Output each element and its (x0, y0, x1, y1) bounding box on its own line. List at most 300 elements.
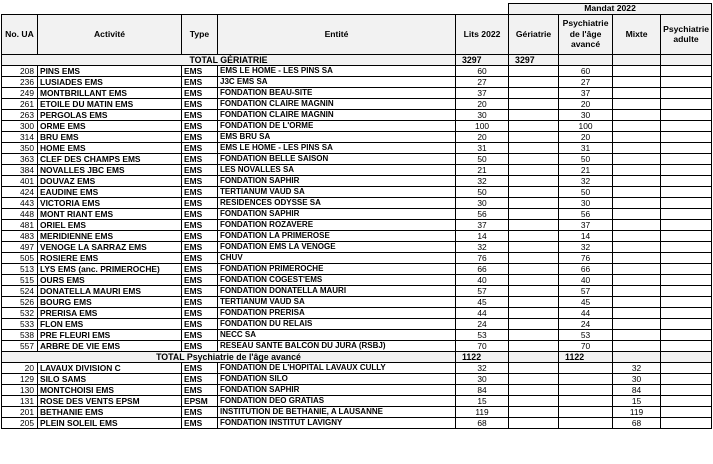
total-psy-age: 1122 (559, 351, 613, 362)
cell-psy-age: 40 (559, 274, 613, 285)
col-header-activite: Activité (38, 14, 182, 54)
cell-activite: ROSE DES VENTS EPSM (38, 395, 182, 406)
cell-mixte (613, 153, 661, 164)
total-row (2, 351, 712, 362)
total-mixte (613, 54, 661, 65)
cell-type: EMS (182, 120, 218, 131)
table-row (2, 164, 712, 175)
table-row (2, 131, 712, 142)
cell-no-ua: 314 (2, 131, 38, 142)
cell-geriatrie (509, 417, 559, 428)
total-label: TOTAL GÉRIATRIE (2, 54, 456, 65)
cell-activite: MONT RIANT EMS (38, 208, 182, 219)
cell-geriatrie (509, 87, 559, 98)
cell-entite: FONDATION CLAIRE MAGNIN (218, 109, 456, 120)
cell-geriatrie (509, 65, 559, 76)
cell-mixte (613, 263, 661, 274)
cell-psy-adulte (661, 120, 712, 131)
cell-mixte: 68 (613, 417, 661, 428)
cell-mixte (613, 65, 661, 76)
cell-type: EMS (182, 87, 218, 98)
table-row (2, 329, 712, 340)
cell-lits: 40 (456, 274, 509, 285)
cell-psy-adulte (661, 329, 712, 340)
cell-mixte (613, 274, 661, 285)
cell-lits: 50 (456, 153, 509, 164)
cell-psy-age: 56 (559, 208, 613, 219)
cell-activite: MONTBRILLANT EMS (38, 87, 182, 98)
cell-entite: INSTITUTION DE BETHANIE, A LAUSANNE (218, 406, 456, 417)
cell-entite: FONDATION SAPHIR (218, 384, 456, 395)
cell-type: EMS (182, 263, 218, 274)
cell-lits: 50 (456, 186, 509, 197)
cell-lits: 30 (456, 109, 509, 120)
cell-psy-age (559, 373, 613, 384)
cell-psy-age: 30 (559, 197, 613, 208)
cell-geriatrie (509, 175, 559, 186)
cell-psy-age (559, 406, 613, 417)
cell-psy-age: 37 (559, 87, 613, 98)
cell-lits: 37 (456, 219, 509, 230)
cell-activite: LYS EMS (anc. PRIMEROCHE) (38, 263, 182, 274)
cell-type: EMS (182, 131, 218, 142)
cell-activite: VICTORIA EMS (38, 197, 182, 208)
cell-entite: EMS LE HOME - LES PINS SA (218, 142, 456, 153)
total-mixte (613, 351, 661, 362)
cell-geriatrie (509, 329, 559, 340)
cell-type: EMS (182, 186, 218, 197)
cell-entite: FONDATION PRERISA (218, 307, 456, 318)
cell-activite: MONTCHOISI EMS (38, 384, 182, 395)
cell-mixte: 32 (613, 362, 661, 373)
cell-type: EMS (182, 307, 218, 318)
cell-geriatrie (509, 230, 559, 241)
table-row (2, 406, 712, 417)
cell-mixte (613, 252, 661, 263)
cell-psy-adulte (661, 384, 712, 395)
total-psy-age (559, 54, 613, 65)
table-row (2, 362, 712, 373)
cell-mixte (613, 219, 661, 230)
cell-psy-adulte (661, 186, 712, 197)
cell-psy-age: 57 (559, 285, 613, 296)
cell-geriatrie (509, 241, 559, 252)
cell-no-ua: 532 (2, 307, 38, 318)
cell-psy-age: 50 (559, 186, 613, 197)
cell-no-ua: 131 (2, 395, 38, 406)
cell-psy-age: 20 (559, 98, 613, 109)
cell-psy-age: 50 (559, 153, 613, 164)
cell-lits: 60 (456, 65, 509, 76)
cell-psy-adulte (661, 318, 712, 329)
cell-activite: BRU EMS (38, 131, 182, 142)
table-row (2, 186, 712, 197)
cell-psy-age: 14 (559, 230, 613, 241)
table-row (2, 417, 712, 428)
cell-no-ua: 481 (2, 219, 38, 230)
cell-entite: FONDATION DE L'ORME (218, 120, 456, 131)
cell-no-ua: 129 (2, 373, 38, 384)
total-geriatrie (509, 351, 559, 362)
col-header-lits: Lits 2022 (456, 14, 509, 54)
cell-psy-age: 76 (559, 252, 613, 263)
cell-geriatrie (509, 120, 559, 131)
cell-lits: 20 (456, 98, 509, 109)
cell-type: EMS (182, 373, 218, 384)
cell-lits: 66 (456, 263, 509, 274)
cell-mixte (613, 131, 661, 142)
cell-activite: PRERISA EMS (38, 307, 182, 318)
cell-psy-adulte (661, 263, 712, 274)
cell-geriatrie (509, 296, 559, 307)
cell-psy-age: 32 (559, 175, 613, 186)
cell-activite: DONATELLA MAURI EMS (38, 285, 182, 296)
col-header-psy-adulte: Psychiatrie adulte (661, 14, 712, 54)
cell-activite: PLEIN SOLEIL EMS (38, 417, 182, 428)
cell-no-ua: 443 (2, 197, 38, 208)
cell-type: EMS (182, 362, 218, 373)
cell-no-ua: 236 (2, 76, 38, 87)
cell-mixte (613, 230, 661, 241)
cell-no-ua: 526 (2, 296, 38, 307)
table-row (2, 263, 712, 274)
cell-activite: CLEF DES CHAMPS EMS (38, 153, 182, 164)
cell-psy-age: 70 (559, 340, 613, 351)
cell-no-ua: 424 (2, 186, 38, 197)
col-header-mixte: Mixte (613, 14, 661, 54)
cell-geriatrie (509, 208, 559, 219)
cell-no-ua: 201 (2, 406, 38, 417)
cell-no-ua: 363 (2, 153, 38, 164)
cell-no-ua: 524 (2, 285, 38, 296)
cell-activite: PERGOLAS EMS (38, 109, 182, 120)
cell-entite: EMS LE HOME - LES PINS SA (218, 65, 456, 76)
cell-psy-age: 30 (559, 109, 613, 120)
cell-psy-adulte (661, 241, 712, 252)
cell-mixte (613, 197, 661, 208)
cell-psy-adulte (661, 285, 712, 296)
total-lits: 3297 (456, 54, 509, 65)
cell-no-ua: 205 (2, 417, 38, 428)
total-psy-adulte (661, 54, 712, 65)
cell-lits: 32 (456, 241, 509, 252)
cell-psy-age: 60 (559, 65, 613, 76)
cell-lits: 27 (456, 76, 509, 87)
cell-psy-age: 27 (559, 76, 613, 87)
cell-geriatrie (509, 252, 559, 263)
cell-type: EMS (182, 142, 218, 153)
cell-entite: FONDATION COGEST'EMS (218, 274, 456, 285)
cell-entite: FONDATION DE L'HOPITAL LAVAUX CULLY (218, 362, 456, 373)
cell-psy-adulte (661, 109, 712, 120)
total-psy-adulte (661, 351, 712, 362)
cell-no-ua: 384 (2, 164, 38, 175)
cell-mixte (613, 329, 661, 340)
cell-type: EMS (182, 384, 218, 395)
cell-mixte (613, 175, 661, 186)
table-row (2, 120, 712, 131)
cell-entite: FONDATION BEAU-SITE (218, 87, 456, 98)
cell-activite: ETOILE DU MATIN EMS (38, 98, 182, 109)
cell-no-ua: 513 (2, 263, 38, 274)
cell-entite: FONDATION EMS LA VENOGE (218, 241, 456, 252)
cell-type: EMS (182, 109, 218, 120)
cell-type: EMS (182, 340, 218, 351)
cell-entite: J3C EMS SA (218, 76, 456, 87)
cell-entite: EMS BRU SA (218, 131, 456, 142)
cell-lits: 57 (456, 285, 509, 296)
cell-activite: LUSIADES EMS (38, 76, 182, 87)
cell-entite: FONDATION BELLE SAISON (218, 153, 456, 164)
cell-psy-age (559, 384, 613, 395)
cell-geriatrie (509, 263, 559, 274)
cell-mixte: 119 (613, 406, 661, 417)
cell-lits: 24 (456, 318, 509, 329)
cell-lits: 100 (456, 120, 509, 131)
cell-psy-adulte (661, 131, 712, 142)
cell-mixte (613, 340, 661, 351)
cell-psy-adulte (661, 76, 712, 87)
cell-entite: RESEAU SANTE BALCON DU JURA (RSBJ) (218, 340, 456, 351)
cell-entite: TERTIANUM VAUD SA (218, 186, 456, 197)
cell-mixte (613, 285, 661, 296)
cell-geriatrie (509, 109, 559, 120)
cell-psy-adulte (661, 395, 712, 406)
cell-activite: DOUVAZ EMS (38, 175, 182, 186)
cell-entite: FONDATION DU RELAIS (218, 318, 456, 329)
cell-geriatrie (509, 340, 559, 351)
cell-psy-adulte (661, 362, 712, 373)
cell-no-ua: 350 (2, 142, 38, 153)
cell-lits: 14 (456, 230, 509, 241)
cell-lits: 15 (456, 395, 509, 406)
table-row (2, 340, 712, 351)
cell-lits: 31 (456, 142, 509, 153)
cell-lits: 68 (456, 417, 509, 428)
cell-mixte: 30 (613, 373, 661, 384)
cell-mixte: 15 (613, 395, 661, 406)
cell-type: EMS (182, 153, 218, 164)
cell-activite: BETHANIE EMS (38, 406, 182, 417)
cell-entite: FONDATION LA PRIMEROSE (218, 230, 456, 241)
cell-no-ua: 515 (2, 274, 38, 285)
cell-activite: EAUDINE EMS (38, 186, 182, 197)
cell-mixte (613, 241, 661, 252)
cell-entite: LES NOVALLES SA (218, 164, 456, 175)
cell-geriatrie (509, 98, 559, 109)
cell-geriatrie (509, 373, 559, 384)
cell-psy-adulte (661, 153, 712, 164)
cell-activite: ROSIERE EMS (38, 252, 182, 263)
cell-psy-age: 32 (559, 241, 613, 252)
cell-geriatrie (509, 153, 559, 164)
cell-geriatrie (509, 186, 559, 197)
cell-type: EMS (182, 417, 218, 428)
cell-entite: TERTIANUM VAUD SA (218, 296, 456, 307)
cell-type: EMS (182, 285, 218, 296)
cell-psy-adulte (661, 373, 712, 384)
table-row (2, 76, 712, 87)
cell-no-ua: 249 (2, 87, 38, 98)
cell-entite: CHUV (218, 252, 456, 263)
cell-psy-adulte (661, 164, 712, 175)
cell-mixte (613, 76, 661, 87)
cell-psy-adulte (661, 98, 712, 109)
cell-entite: FONDATION INSTITUT LAVIGNY (218, 417, 456, 428)
cell-type: EMS (182, 98, 218, 109)
cell-lits: 37 (456, 87, 509, 98)
cell-geriatrie (509, 406, 559, 417)
cell-psy-adulte (661, 307, 712, 318)
col-header-geriatrie: Gériatrie (509, 14, 559, 54)
cell-activite: FLON EMS (38, 318, 182, 329)
cell-entite: FONDATION ROZAVERE (218, 219, 456, 230)
cell-psy-age: 66 (559, 263, 613, 274)
total-row (2, 54, 712, 65)
cell-lits: 20 (456, 131, 509, 142)
cell-geriatrie (509, 197, 559, 208)
cell-psy-age (559, 395, 613, 406)
cell-type: EMS (182, 219, 218, 230)
total-geriatrie: 3297 (509, 54, 559, 65)
cell-lits: 30 (456, 197, 509, 208)
cell-type: EMS (182, 197, 218, 208)
cell-lits: 32 (456, 362, 509, 373)
table-row (2, 307, 712, 318)
cell-mixte (613, 142, 661, 153)
cell-type: EMS (182, 252, 218, 263)
cell-psy-age (559, 417, 613, 428)
cell-geriatrie (509, 76, 559, 87)
cell-lits: 56 (456, 208, 509, 219)
cell-entite: FONDATION SILO (218, 373, 456, 384)
cell-geriatrie (509, 131, 559, 142)
cell-geriatrie (509, 318, 559, 329)
cell-entite: FONDATION PRIMEROCHE (218, 263, 456, 274)
table-row (2, 241, 712, 252)
table-row (2, 87, 712, 98)
cell-psy-adulte (661, 142, 712, 153)
cell-no-ua: 448 (2, 208, 38, 219)
cell-psy-age: 37 (559, 219, 613, 230)
cell-geriatrie (509, 274, 559, 285)
cell-entite: FONDATION DEO GRATIAS (218, 395, 456, 406)
cell-type: EMS (182, 329, 218, 340)
table-row (2, 197, 712, 208)
cell-type: EPSM (182, 395, 218, 406)
cell-mixte (613, 307, 661, 318)
cell-mixte (613, 120, 661, 131)
cell-lits: 53 (456, 329, 509, 340)
cell-mixte (613, 318, 661, 329)
table-row (2, 230, 712, 241)
cell-psy-adulte (661, 274, 712, 285)
cell-lits: 84 (456, 384, 509, 395)
cell-psy-adulte (661, 230, 712, 241)
cell-lits: 21 (456, 164, 509, 175)
cell-psy-adulte (661, 252, 712, 263)
mandat-table (1, 3, 712, 429)
table-row (2, 208, 712, 219)
table-row (2, 274, 712, 285)
cell-mixte: 84 (613, 384, 661, 395)
cell-type: EMS (182, 274, 218, 285)
cell-psy-age (559, 362, 613, 373)
cell-psy-age: 20 (559, 131, 613, 142)
mandat-header: Mandat 2022 (509, 4, 712, 15)
cell-psy-age: 21 (559, 164, 613, 175)
cell-no-ua: 401 (2, 175, 38, 186)
cell-lits: 30 (456, 373, 509, 384)
cell-entite: RESIDENCES ODYSSE SA (218, 197, 456, 208)
cell-psy-adulte (661, 296, 712, 307)
cell-psy-adulte (661, 87, 712, 98)
cell-psy-adulte (661, 208, 712, 219)
cell-psy-age: 24 (559, 318, 613, 329)
col-header-psy-age: Psychiatrie de l'âge avancé (559, 14, 613, 54)
cell-lits: 119 (456, 406, 509, 417)
cell-activite: PRE FLEURI EMS (38, 329, 182, 340)
cell-entite: FONDATION DONATELLA MAURI (218, 285, 456, 296)
cell-mixte (613, 186, 661, 197)
table-row (2, 373, 712, 384)
cell-type: EMS (182, 164, 218, 175)
cell-activite: VENOGE LA SARRAZ EMS (38, 241, 182, 252)
cell-mixte (613, 296, 661, 307)
table-row (2, 109, 712, 120)
cell-psy-adulte (661, 219, 712, 230)
cell-no-ua: 533 (2, 318, 38, 329)
table-row (2, 296, 712, 307)
table-body (2, 54, 712, 428)
table-row (2, 384, 712, 395)
cell-psy-adulte (661, 65, 712, 76)
cell-activite: ARBRE DE VIE EMS (38, 340, 182, 351)
cell-mixte (613, 164, 661, 175)
table-row (2, 142, 712, 153)
cell-activite: MERIDIENNE EMS (38, 230, 182, 241)
cell-lits: 45 (456, 296, 509, 307)
cell-entite: FONDATION SAPHIR (218, 175, 456, 186)
cell-no-ua: 483 (2, 230, 38, 241)
table-row (2, 153, 712, 164)
col-header-type: Type (182, 14, 218, 54)
table-row (2, 219, 712, 230)
cell-geriatrie (509, 362, 559, 373)
cell-psy-age: 53 (559, 329, 613, 340)
header-spacer (2, 4, 509, 15)
cell-geriatrie (509, 219, 559, 230)
table-row (2, 395, 712, 406)
total-label: TOTAL Psychiatrie de l'âge avancé (2, 351, 456, 362)
cell-activite: NOVALLES JBC EMS (38, 164, 182, 175)
table-row (2, 65, 712, 76)
cell-psy-adulte (661, 175, 712, 186)
cell-psy-age: 31 (559, 142, 613, 153)
cell-lits: 32 (456, 175, 509, 186)
cell-mixte (613, 87, 661, 98)
cell-geriatrie (509, 164, 559, 175)
cell-psy-age: 45 (559, 296, 613, 307)
cell-geriatrie (509, 384, 559, 395)
cell-no-ua: 557 (2, 340, 38, 351)
table-row (2, 175, 712, 186)
cell-no-ua: 261 (2, 98, 38, 109)
cell-no-ua: 497 (2, 241, 38, 252)
col-header-entite: Entité (218, 14, 456, 54)
cell-psy-adulte (661, 417, 712, 428)
cell-lits: 70 (456, 340, 509, 351)
